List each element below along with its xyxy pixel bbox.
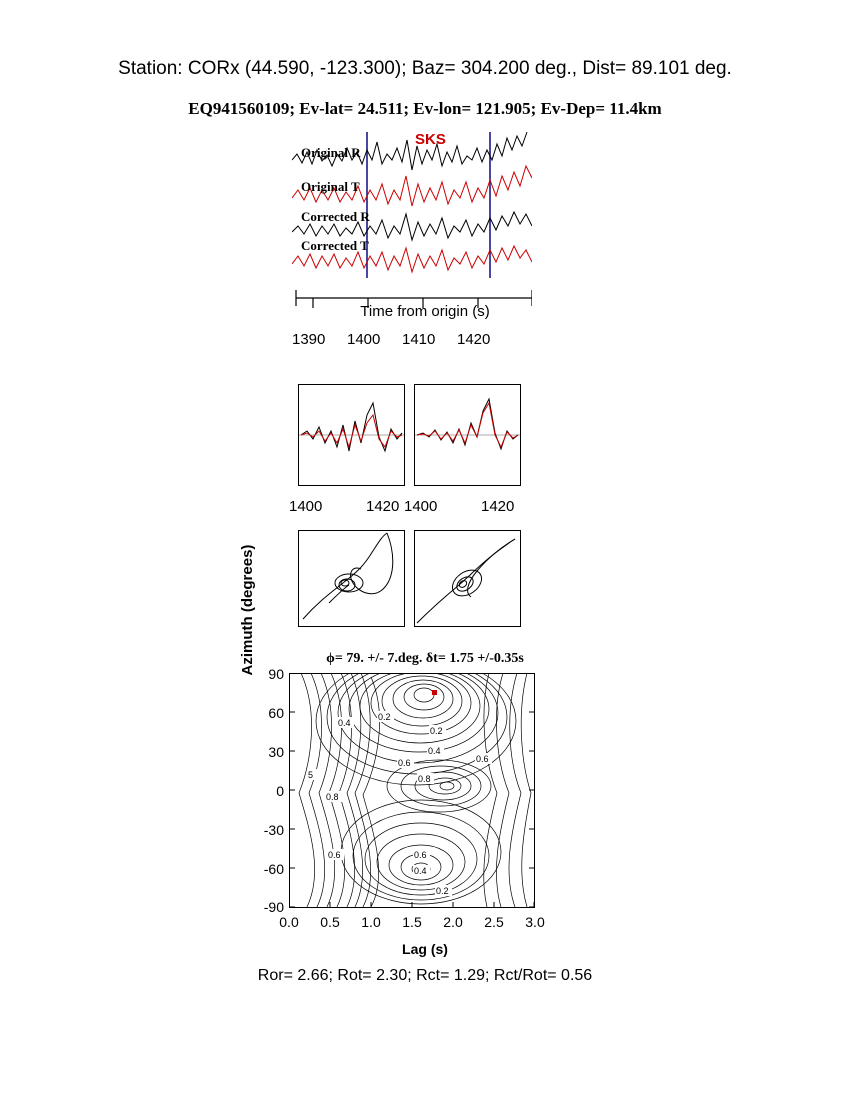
contour-xtick-1: 0.5 <box>320 914 340 930</box>
contour-ytick-m90: -90 <box>263 899 284 915</box>
contour-title: ϕ= 79. +/- 7.deg. δt= 1.75 +/-0.35s <box>326 651 524 666</box>
particle-motion-corrected-panel <box>414 530 521 627</box>
page-title-station: Station: CORx (44.590, -123.300); Baz= 304.200 deg., Dist= 89.101 deg. <box>118 58 732 79</box>
small-panel-right-tick-1: 1420 <box>481 498 515 515</box>
contour-ytick-m60: -60 <box>263 861 284 877</box>
svg-text:5: 5 <box>308 770 314 780</box>
minimum-marker <box>432 690 437 695</box>
time-tick-0: 1390 <box>292 331 326 348</box>
time-tick-3: 1420 <box>457 331 491 348</box>
contour-ytick-90: 90 <box>268 666 284 682</box>
window-waveform-corrected-panel <box>414 384 521 486</box>
contour-ytick-60: 60 <box>268 705 284 721</box>
contour-svg <box>289 673 535 908</box>
contour-xtick-3: 1.5 <box>402 914 422 930</box>
results-footer: Ror= 2.66; Rot= 2.30; Rct= 1.29; Rct/Rot= 0.56 <box>257 967 593 984</box>
page-title-event: EQ941560109; Ev-lat= 24.511; Ev-lon= 121.905; Ev-Dep= 11.4km <box>188 99 662 118</box>
contour-xtick-6: 3.0 <box>525 914 545 930</box>
svg-text:0.4: 0.4 <box>414 866 427 876</box>
sks-phase-label: SKS <box>415 131 446 148</box>
particle-motion-uncorrected-panel <box>298 530 405 627</box>
time-axis-label: Time from origin (s) <box>360 303 490 320</box>
contour-xtick-4: 2.0 <box>443 914 463 930</box>
contour-ytick-30: 30 <box>268 744 284 760</box>
contour-chart <box>289 673 535 908</box>
contour-ytick-0: 0 <box>276 783 284 799</box>
contour-ytick-m30: -30 <box>263 822 284 838</box>
small-panel-left-tick-0: 1400 <box>289 498 323 515</box>
svg-text:0.6: 0.6 <box>328 850 341 860</box>
svg-text:0.2: 0.2 <box>430 726 443 736</box>
trace-label-corrected-t: Corrected T <box>301 238 369 253</box>
svg-text:0.2: 0.2 <box>436 886 449 896</box>
svg-text:0.4: 0.4 <box>338 718 351 728</box>
contour-x-axis-label: Lag (s) <box>402 941 448 957</box>
svg-text:0.6: 0.6 <box>414 850 427 860</box>
trace-label-original-t: Original T <box>301 179 360 194</box>
svg-text:0.6: 0.6 <box>476 754 489 764</box>
svg-text:0.2: 0.2 <box>378 712 391 722</box>
svg-text:0.6: 0.6 <box>398 758 411 768</box>
time-tick-1: 1400 <box>347 331 381 348</box>
contour-xtick-5: 2.5 <box>484 914 504 930</box>
contour-xtick-2: 1.0 <box>361 914 381 930</box>
contour-y-axis-label: Azimuth (degrees) <box>239 544 256 676</box>
svg-text:0.4: 0.4 <box>428 746 441 756</box>
trace-label-original-r: Original R <box>301 145 361 160</box>
small-panel-right-tick-0: 1400 <box>404 498 438 515</box>
trace-label-corrected-r: Corrected R <box>301 209 370 224</box>
svg-text:0.8: 0.8 <box>418 774 431 784</box>
svg-text:0.8: 0.8 <box>326 792 339 802</box>
small-panel-left-tick-1: 1420 <box>366 498 400 515</box>
contour-xtick-0: 0.0 <box>279 914 299 930</box>
time-tick-2: 1410 <box>402 331 436 348</box>
window-waveform-uncorrected-panel <box>298 384 405 486</box>
